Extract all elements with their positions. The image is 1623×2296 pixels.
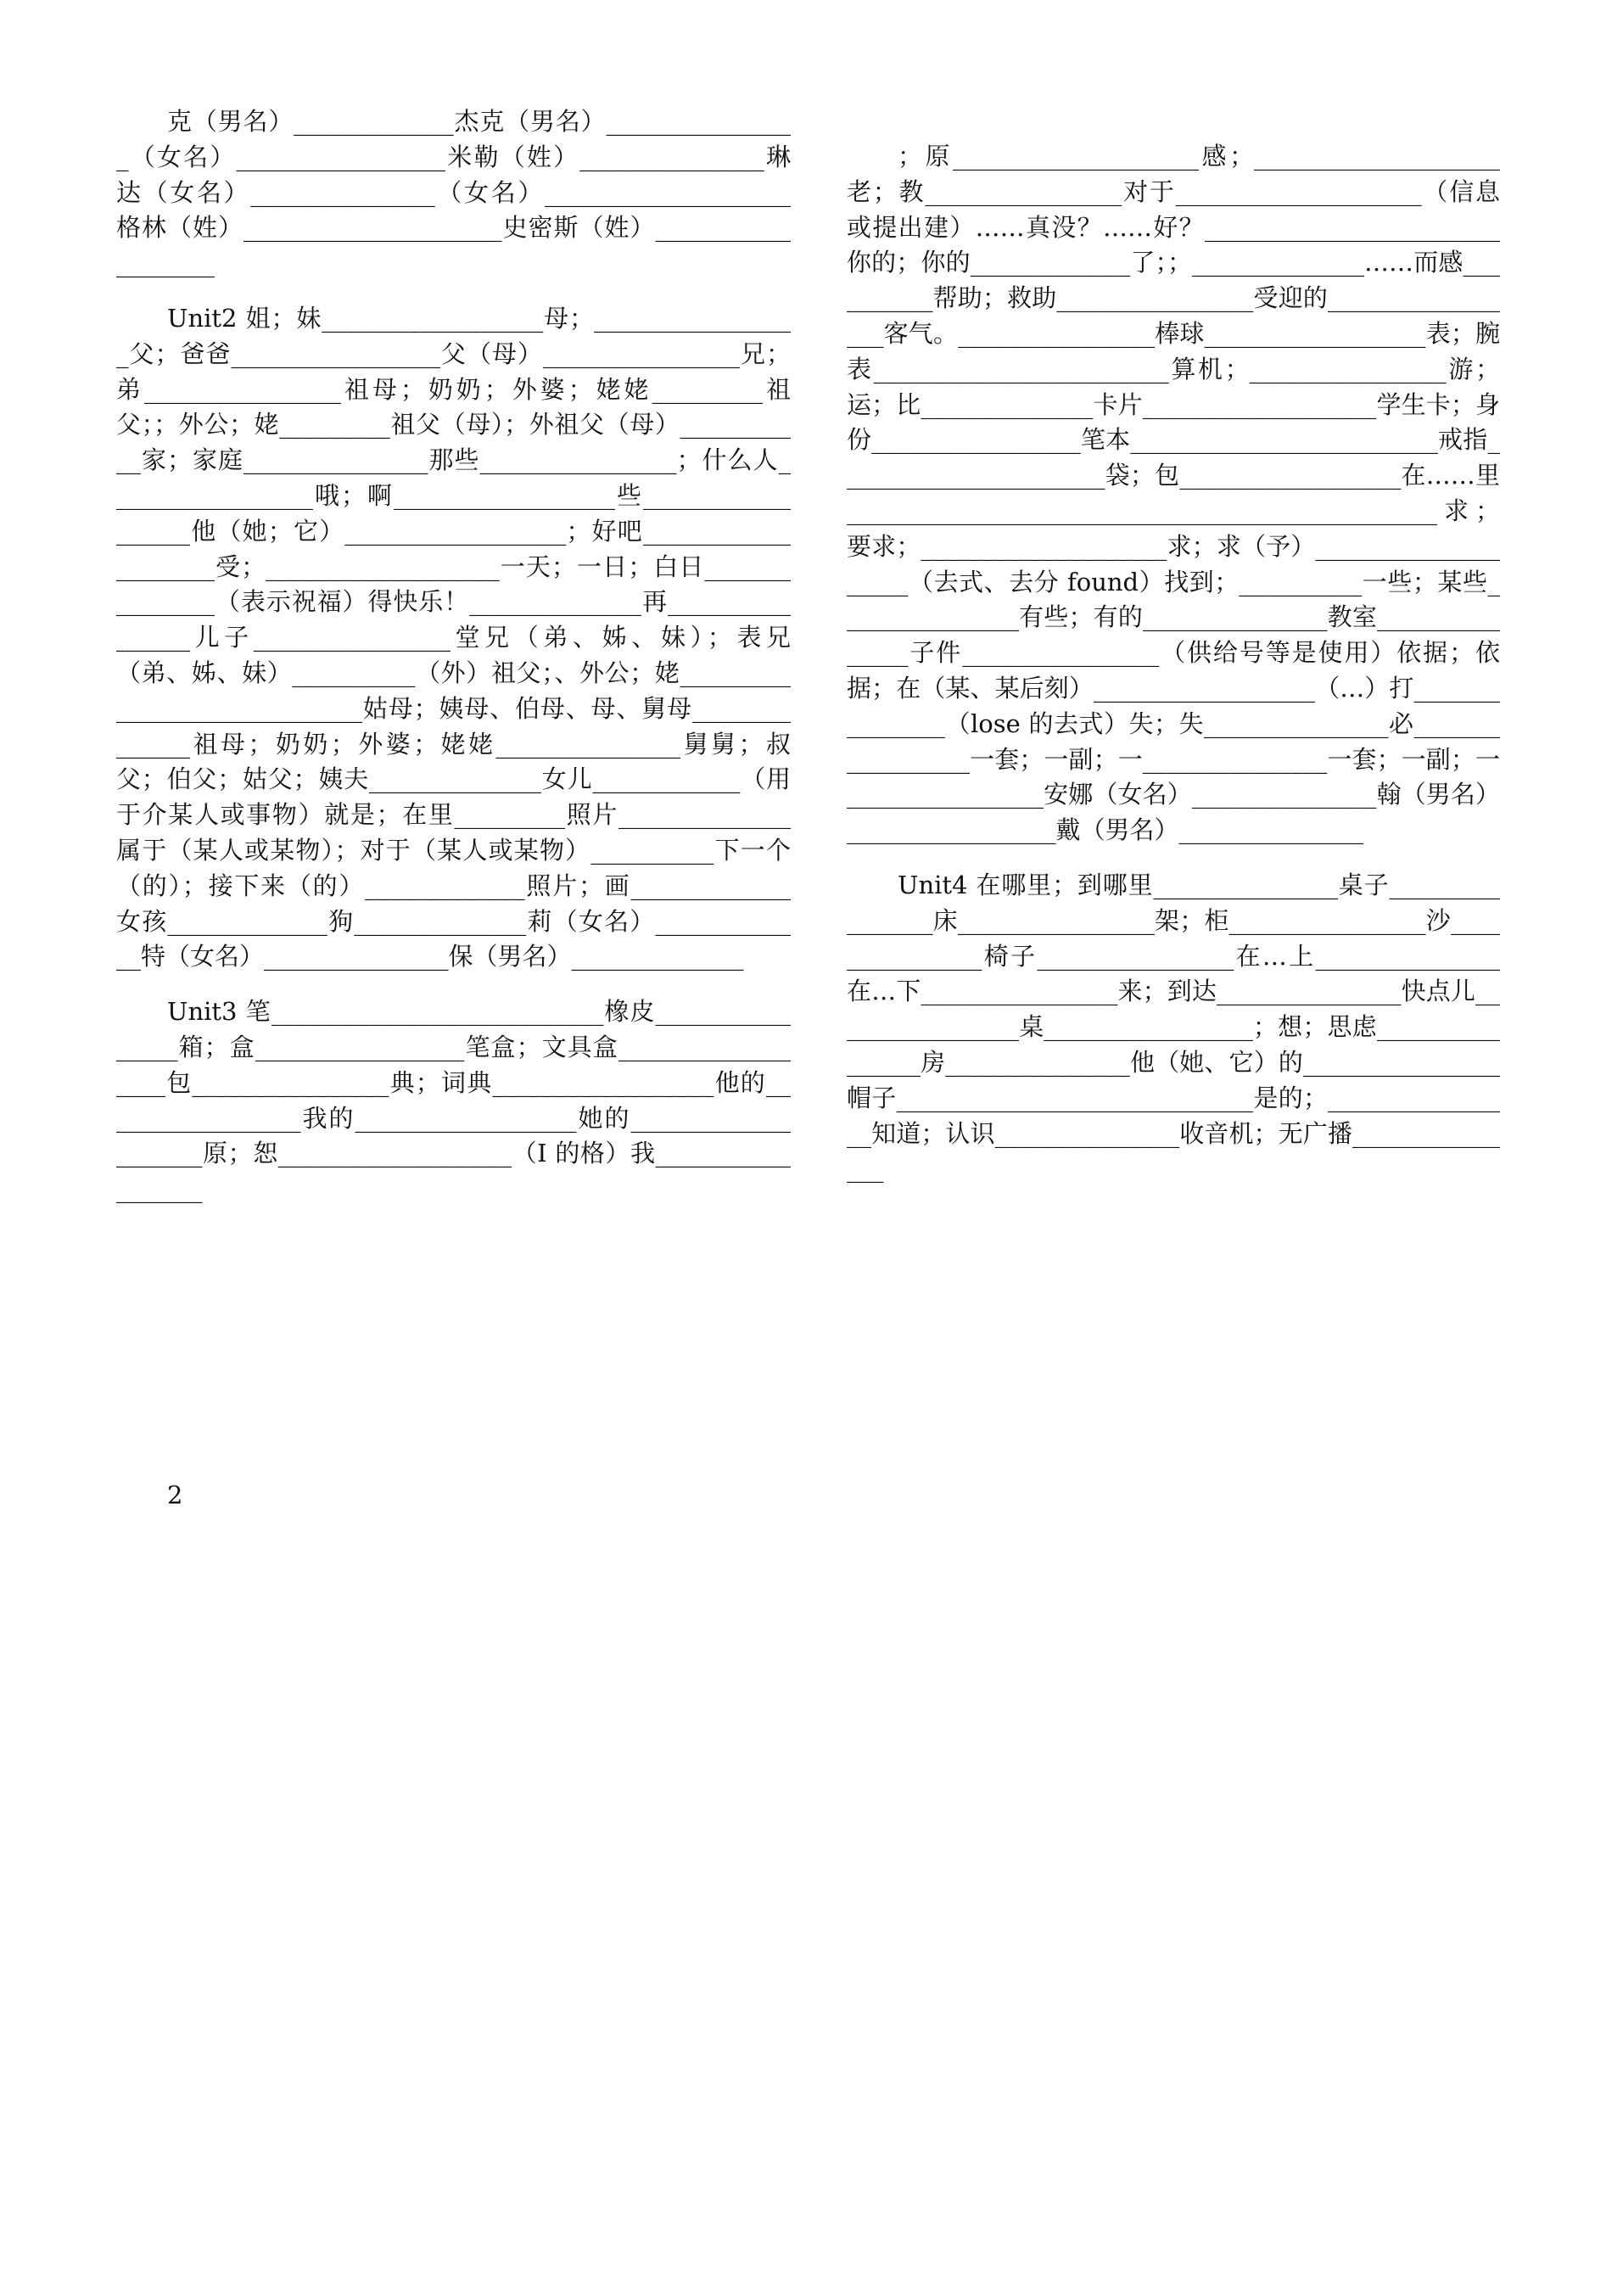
unit4-vocabulary-paragraph: Unit4 在哪里；到哪里_______________桌子________________床________________架；柜________________沙_______________椅子________________在…上_______________在…下________________来；到达_______________快点儿________________桌_________________；想；思虑________________房_______________他（她、它）的________________帽子_____________________________是的；________________知道；认识_______________收音机；无广播_______________ — [847, 870, 1500, 1184]
right-column — [847, 139, 1500, 1187]
unit2-vocabulary-paragraph: Unit2 姐；妹__________________母；_________________父；爸爸_________________父（母）________________兄；弟________________祖母；奶奶；外婆；姥姥_________祖父；；外公；姥_________祖父（母）；外祖父（母）___________家；家庭_______________那些________________；什么人_________________哦；啊__________________些__________________他（她；它）__________________；好吧____________________受；___________________一天；一日；白日_______________（表示祝福）得快乐！______________再________________儿子________________堂兄（弟、姊、妹）；表兄（弟、姊、妹）__________（外）祖父；、外公；姥_____________________________姑母；姨母、伯母、母、舅母______________祖母；奶奶；外婆；姥姥_______________舅舅；叔父；伯父；姑父；姨夫______________女儿____________（用于介某人或事物）就是；在里_________照片______________属于（某人或某物）；对于（某人或某物）__________下一个（的）；接下来（的）_____________照片；画_____________女孩_____________狗______________莉（女名）_____________特（女名）_______________保（男名）______________ — [116, 303, 791, 972]
page-number: 2 — [167, 1481, 183, 1509]
unit3-continued-paragraph: ；原____________________感；____________________老；教________________对于____________________（信息或提出建）……真没？……好？________________________你的；你的_____________了；；______________……而感__________帮助；救助________________受迎的_________________客气。________________棒球__________________表；腕表________________________算机；________________游；运；比______________卡片___________________学生卡；身份_________________笔本_________________________戒指______________________袋；包__________________在……里________________________________________________求；要求；____________________求；求（予）____________________（去式、去分 found）找到；__________一些；某些_______________有些；有的_______________教室_______________子件________________（供给号等是使用）依据；依据；在（某、某后刻）__________________（…）打_______________（lose 的去式）失；失_______________必_________________一套；一副；一_______________一套；一副；一________________安娜（女名）_______________翰（男名）_________________戴（男名）_______________ — [847, 142, 1500, 845]
name-vocabulary-paragraph: 克（男名）_____________杰克（男名）________________（女名）_________________米勒（姓）_______________琳达（女名）_______________（女名）____________________格林（姓）_____________________史密斯（姓）___________________ — [116, 107, 791, 278]
unit3-vocabulary-paragraph: Unit3 笔___________________________橡皮________________箱；盒_________________笔盒；文具盒__________________包________________典；词典__________________他的_________________我的__________________她的____________________原；恕___________________（I 的格）我__________________ — [116, 997, 791, 1204]
left-column — [116, 104, 791, 1207]
